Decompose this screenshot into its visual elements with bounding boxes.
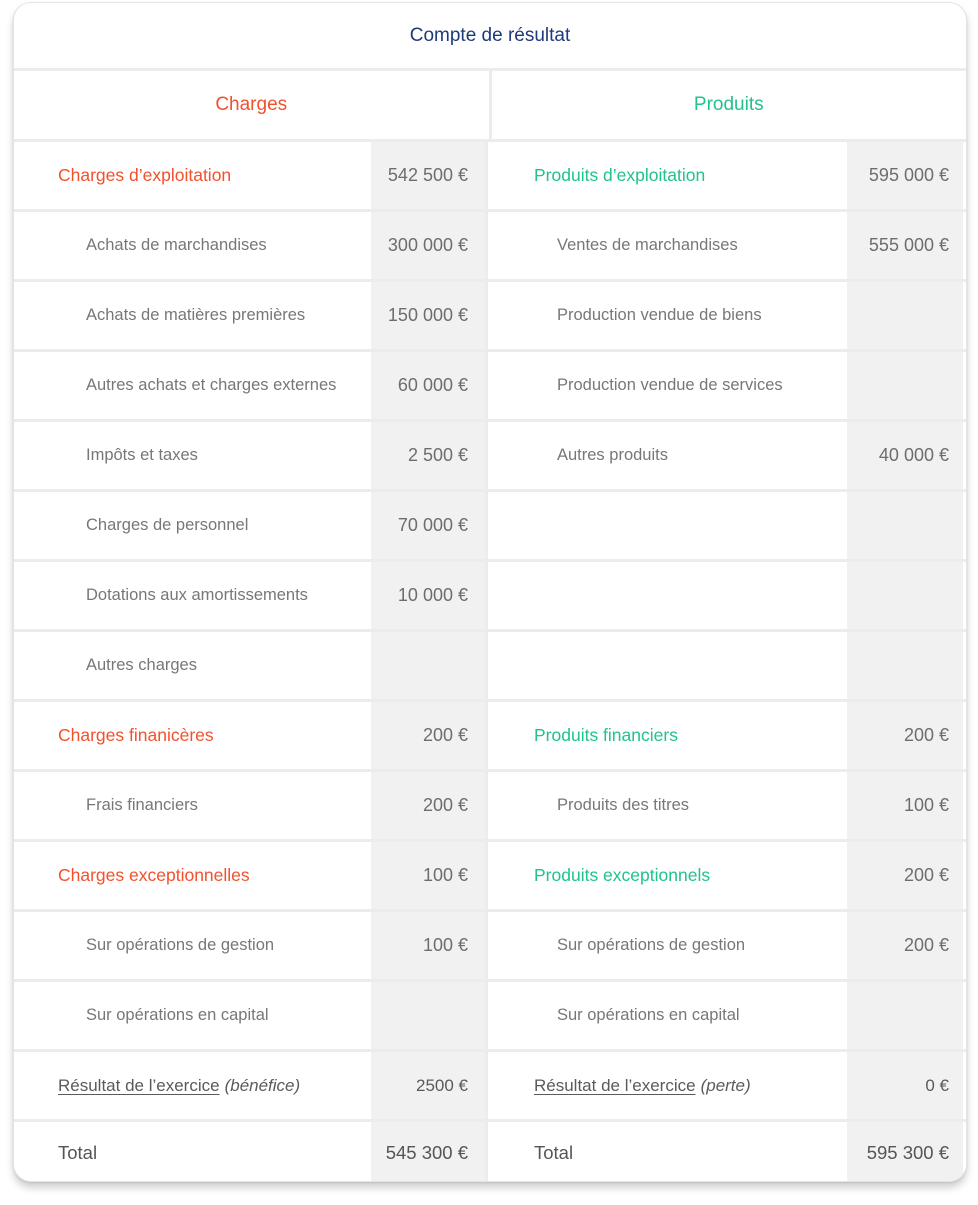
table-row: [14, 632, 966, 702]
left-label: Autres achats et charges externes: [86, 376, 337, 394]
right-label: Autres produits: [557, 446, 668, 464]
page-title: Compte de résultat: [14, 3, 966, 71]
right-value: 40 000 €: [847, 422, 963, 489]
left-label: Dotations aux amortissements: [86, 586, 308, 604]
left-value: 150 000 €: [371, 282, 488, 349]
right-value: [847, 492, 963, 559]
left-value: 100 €: [371, 842, 488, 909]
left-label: Achats de marchandises: [86, 236, 267, 254]
left-value: 200 €: [371, 772, 488, 839]
right-value: 200 €: [847, 912, 963, 979]
right-value: 200 €: [847, 842, 963, 909]
statement-rows: [14, 142, 966, 1052]
left-value: [371, 632, 488, 699]
total-right-label: Total: [534, 1142, 574, 1163]
table-row: [14, 982, 966, 1052]
section-row: [14, 142, 966, 212]
right-label: Produits exceptionnels: [534, 865, 711, 885]
result-left-title: Résultat de l’exercice: [58, 1075, 220, 1095]
total-left-value: 545 300 €: [371, 1122, 488, 1182]
result-right-title: Résultat de l’exercice: [534, 1075, 696, 1095]
left-label: Impôts et taxes: [86, 446, 198, 464]
total-left-label: Total: [58, 1142, 98, 1163]
table-row: [14, 912, 966, 982]
right-label: Produits d’exploitation: [534, 165, 706, 185]
right-label: [488, 562, 847, 629]
result-left-label: [14, 1052, 371, 1119]
left-value: [371, 982, 488, 1049]
right-label: Ventes de marchandises: [557, 236, 738, 254]
result-right-note: (perte): [700, 1075, 751, 1095]
left-label: Charges exceptionnelles: [58, 865, 250, 885]
result-row: [14, 1052, 966, 1122]
left-label: Achats de matières premières: [86, 306, 306, 324]
left-label: Charges de personnel: [86, 516, 249, 534]
section-row: [14, 842, 966, 912]
right-value: [847, 562, 963, 629]
charges-header: Charges: [14, 71, 492, 139]
left-value: 60 000 €: [371, 352, 488, 419]
right-value: [847, 282, 963, 349]
result-right-label: [488, 1052, 847, 1119]
left-label: Charges d’exploitation: [58, 165, 232, 185]
left-label: Frais financiers: [86, 796, 198, 814]
left-value: 2 500 €: [371, 422, 488, 489]
right-value: 555 000 €: [847, 212, 963, 279]
table-row: [14, 352, 966, 422]
right-value: 100 €: [847, 772, 963, 839]
total-row: [14, 1122, 966, 1182]
right-value: [847, 632, 963, 699]
right-value: 595 000 €: [847, 142, 963, 209]
left-label: Sur opérations en capital: [86, 1006, 269, 1024]
right-value: [847, 982, 963, 1049]
table-row: [14, 562, 966, 632]
result-right-value: 0 €: [847, 1052, 963, 1119]
left-value: 200 €: [371, 702, 488, 769]
right-label: [488, 632, 847, 699]
left-value: 300 000 €: [371, 212, 488, 279]
table-row: [14, 772, 966, 842]
table-row: [14, 212, 966, 282]
right-label: Production vendue de biens: [557, 306, 762, 324]
right-label: Produits financiers: [534, 725, 678, 745]
table-row: [14, 282, 966, 352]
left-value: 100 €: [371, 912, 488, 979]
right-label: Sur opérations en capital: [557, 1006, 740, 1024]
left-value: 10 000 €: [371, 562, 488, 629]
left-label: Charges finanicères: [58, 725, 214, 745]
income-statement-card: [13, 2, 967, 1182]
right-label: Sur opérations de gestion: [557, 936, 746, 954]
produits-header: Produits: [693, 94, 764, 115]
column-headers: [14, 71, 966, 142]
table-row: [14, 422, 966, 492]
total-right-value: 595 300 €: [847, 1122, 963, 1182]
right-value: [847, 352, 963, 419]
left-label: Autres charges: [86, 656, 197, 674]
left-label: Sur opérations de gestion: [86, 936, 275, 954]
table-row: [14, 492, 966, 562]
right-label: Produits des titres: [557, 796, 690, 814]
left-value: 70 000 €: [371, 492, 488, 559]
section-row: [14, 702, 966, 772]
right-value: 200 €: [847, 702, 963, 769]
left-value: 542 500 €: [371, 142, 488, 209]
result-left-note: (bénéfice): [224, 1075, 301, 1095]
right-label: [488, 492, 847, 559]
right-label: Production vendue de services: [557, 376, 783, 394]
result-left-value: 2500 €: [371, 1052, 488, 1119]
